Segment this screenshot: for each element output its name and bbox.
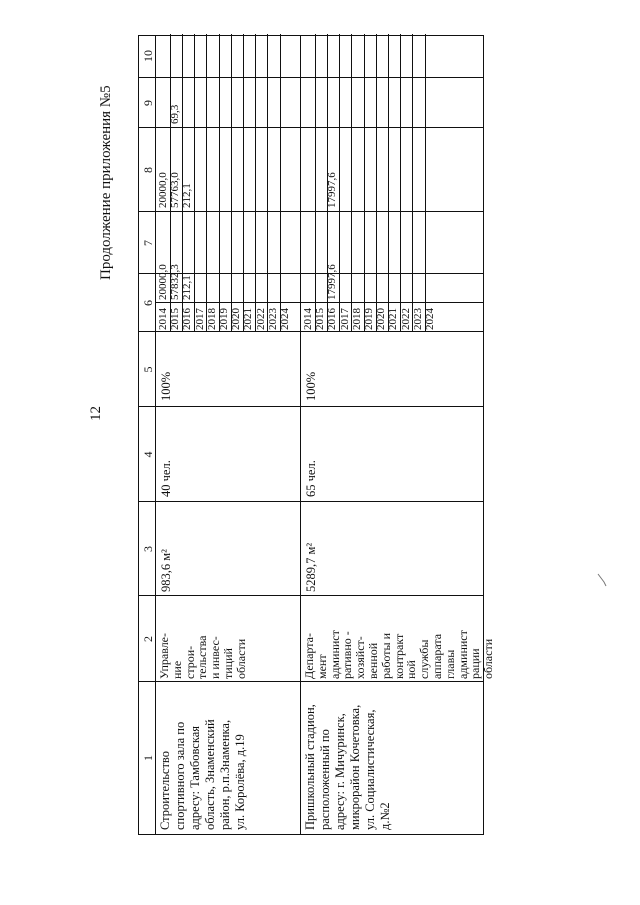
year-label: 2023 (411, 308, 424, 330)
customer-line: контракт (391, 633, 406, 679)
year-label: 2020 (230, 308, 243, 330)
customer-line: Управле- (157, 632, 171, 679)
year-grid-line (351, 34, 352, 332)
page-number: 12 (88, 406, 104, 421)
object-readiness: 100% (159, 371, 173, 401)
year-label: 2019 (218, 308, 230, 330)
year-label: 2024 (424, 308, 436, 330)
column-number-header: 1 (141, 755, 155, 761)
customer-line: тиций (221, 648, 235, 679)
customer-line: тельства (195, 635, 210, 679)
appendix-continuation-note: Продолжение приложения №5 (98, 85, 114, 280)
row-divider (300, 36, 301, 834)
object-name-line: Строительство (158, 750, 172, 830)
customer-line: Департа- (302, 633, 316, 679)
year-grid-line (339, 34, 340, 332)
customer-line: ние (169, 660, 184, 679)
year-label: 2020 (375, 308, 388, 330)
year-label: 2021 (387, 308, 400, 330)
column-divider (139, 406, 483, 407)
object-name-line: ул. Королёва, д.19 (233, 734, 247, 830)
object-name-line: район, р.п.Знаменка, (218, 719, 232, 830)
column-divider (139, 77, 483, 78)
year-grid-line (280, 34, 281, 332)
year-label: 2015 (314, 308, 327, 330)
year-label: 2022 (399, 308, 412, 330)
object-name-line: адресу: г. Мичуринск, (333, 713, 347, 830)
customer-line: строи- (182, 645, 197, 679)
year-label: 2021 (242, 308, 255, 330)
funding-value-col6: 57832,3 (169, 264, 182, 300)
object-name-line: микрорайон Кочетовка, (348, 704, 362, 830)
column-number-header: 10 (141, 50, 155, 62)
column-number-header: 6 (141, 300, 155, 306)
funding-value-col8: 17997,6 (326, 172, 339, 208)
year-label: 2016 (326, 308, 339, 330)
year-grid-line (243, 34, 244, 332)
object-capacity: 65 чел. (304, 460, 318, 497)
year-grid-line (231, 34, 232, 332)
object-name-line: д.№2 (378, 802, 392, 830)
year-grid-line (364, 34, 365, 332)
customer-line: аппарата (430, 633, 444, 679)
year-label: 2018 (205, 308, 218, 330)
customer-line: и инвес- (208, 636, 223, 679)
column-number-header: 5 (141, 366, 155, 373)
year-grid-line (376, 34, 377, 332)
object-area: 983,6 м² (159, 549, 173, 592)
object-readiness: 100% (304, 371, 318, 401)
year-label: 2017 (338, 308, 351, 330)
funding-value-col9: 69,3 (169, 104, 182, 124)
customer-line: мент (314, 654, 329, 679)
year-grid-line (315, 34, 316, 332)
year-label: 2014 (302, 308, 314, 330)
column-divider (139, 273, 483, 274)
funding-value-col6: 17997,6 (326, 264, 339, 300)
column-number-header: 9 (141, 100, 155, 106)
year-grid-line (194, 34, 195, 332)
column-number-header: 8 (141, 167, 155, 173)
year-grid-line (400, 34, 401, 332)
column-number-header: 3 (141, 546, 155, 552)
year-label: 2022 (254, 308, 267, 330)
customer-line: админист (455, 630, 470, 679)
year-label: 2014 (157, 308, 169, 330)
customer-line: работы и (378, 632, 393, 679)
object-name-line: Пришкольный стадион, (303, 704, 317, 830)
customer-line: хозяйст- (353, 636, 368, 679)
funding-value-col6: 20000,0 (157, 264, 169, 300)
object-name-line: расположенный по (318, 729, 332, 830)
year-label: 2019 (363, 308, 375, 330)
object-name-line: спортивного зала по (173, 721, 187, 830)
year-subdivider (155, 302, 483, 303)
year-grid-line (388, 34, 389, 332)
customer-line: ной (404, 660, 419, 679)
column-divider (139, 211, 483, 212)
customer-line: области (233, 638, 248, 679)
year-grid-line (219, 34, 220, 332)
column-number-header: 2 (141, 636, 155, 642)
object-name-line: ул. Социалистическая, (363, 709, 377, 830)
column-number-header: 4 (141, 451, 155, 458)
funding-value-col8: 20000,0 (157, 172, 169, 208)
column-divider (139, 331, 483, 332)
year-label: 2024 (279, 308, 291, 330)
year-grid-line (255, 34, 256, 332)
year-label: 2018 (350, 308, 363, 330)
column-divider (139, 501, 483, 502)
customer-line: админист (327, 630, 342, 679)
year-grid-line (412, 34, 413, 332)
year-label: 2016 (181, 308, 194, 330)
customer-line: ративно - (340, 631, 355, 679)
year-grid-line (425, 34, 426, 332)
column-divider (139, 595, 483, 596)
objects-table (138, 35, 496, 835)
object-capacity: 40 чел. (159, 460, 173, 497)
object-area: 5289,7 м² (304, 542, 318, 592)
object-name-line: адресу: Тамбовская (188, 725, 202, 830)
customer-line: области (481, 638, 496, 679)
column-divider (139, 127, 483, 128)
funding-value-col8: 57763,0 (169, 172, 182, 208)
customer-line: главы (442, 649, 457, 679)
funding-value-col6: 212,1 (181, 275, 194, 300)
year-label: 2015 (169, 308, 182, 330)
object-name-line: область, Знаменский (203, 719, 217, 830)
customer-line: службы (417, 639, 432, 679)
column-number-header: 7 (141, 240, 155, 246)
year-grid-line (206, 34, 207, 332)
year-grid-line (267, 34, 268, 332)
customer-line: рации (468, 648, 483, 679)
year-label: 2017 (193, 308, 206, 330)
customer-line: венной (366, 642, 380, 679)
year-label: 2023 (266, 308, 279, 330)
funding-value-col8: 212,1 (181, 183, 194, 208)
column-divider (139, 681, 483, 682)
scan-speck (597, 573, 607, 587)
